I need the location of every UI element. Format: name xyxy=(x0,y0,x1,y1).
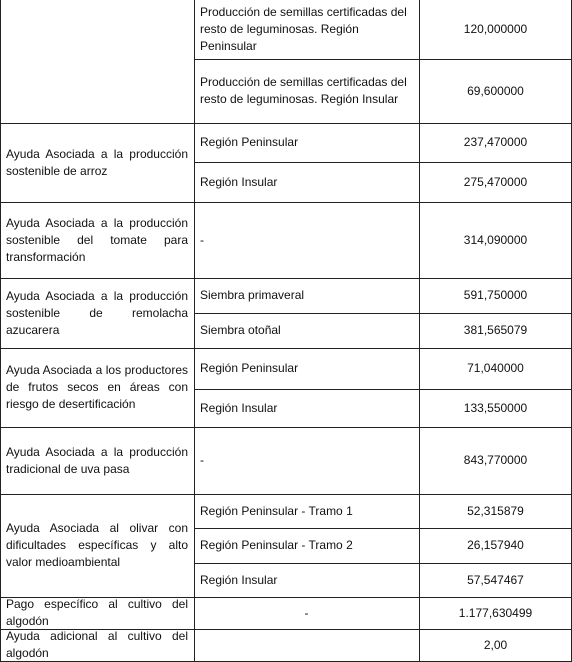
row-amount-text: 71,040000 xyxy=(467,361,524,375)
row-amount-text: 133,550000 xyxy=(463,400,528,415)
row-subitem-text: Región Insular xyxy=(200,400,278,415)
row-amount-cell xyxy=(419,494,572,528)
row-subitem-text: Región Insular xyxy=(200,572,278,587)
row-amount-text: 314,090000 xyxy=(463,232,528,247)
row-amount-text: 237,470000 xyxy=(463,135,528,149)
row-amount-cell xyxy=(419,427,572,494)
row-subitem-text: - xyxy=(200,453,204,467)
row-amount-text: 57,547467 xyxy=(467,572,524,587)
row-amount-text: 120,000000 xyxy=(463,22,528,36)
row-subitem-cell xyxy=(194,348,419,389)
row-aid-name-text: Ayuda adicional al cultivo del algodón xyxy=(6,629,188,660)
row-subitem-cell xyxy=(194,597,419,629)
row-amount-text: 69,600000 xyxy=(467,83,524,98)
row-aid-name-text: Ayuda Asociada a la producción sostenible de arroz xyxy=(6,146,188,178)
row-subitem-cell xyxy=(194,0,419,59)
row-aid-name-text: Ayuda Asociada a la producción sostenible de remolacha azucarera xyxy=(6,288,188,337)
row-subitem-cell xyxy=(194,563,419,597)
row-subitem-cell xyxy=(194,59,419,123)
row-amount-text: 2,00 xyxy=(483,637,508,652)
row-amount-cell xyxy=(419,59,572,123)
row-aid-name-cell xyxy=(0,494,194,597)
row-aid-name-cell xyxy=(0,278,194,348)
row-aid-name-text: Ayuda Asociada a los productores de frutos secos en áreas con riesgo de desertificación xyxy=(6,363,188,411)
row-amount-text: 52,315879 xyxy=(467,503,524,518)
row-aid-name-text: Pago específico al cultivo del algodón xyxy=(6,597,188,628)
row-amount-text: 381,565079 xyxy=(463,323,528,337)
row-aid-name-text: Ayuda Asociada a la producción tradicional de uva pasa xyxy=(6,444,188,476)
row-aid-name-text: Ayuda Asociada a la producción sostenible del tomate para transformación xyxy=(6,215,188,264)
row-aid-name-cell xyxy=(0,629,194,661)
row-aid-name-text: Ayuda Asociada al olivar con dificultades específicas y alto valor medioambiental xyxy=(6,521,188,569)
row-amount-cell xyxy=(419,0,572,59)
row-amount-cell xyxy=(419,123,572,162)
row-subitem-cell xyxy=(194,427,419,494)
row-subitem-text: Región Peninsular xyxy=(200,361,299,375)
row-subitem-text: Región Insular xyxy=(200,174,278,189)
row-subitem-text: Región Peninsular - Tramo 1 xyxy=(200,503,353,518)
row-subitem-cell xyxy=(194,202,419,278)
row-subitem-text: Región Peninsular - Tramo 2 xyxy=(200,538,353,552)
row-amount-cell xyxy=(419,348,572,389)
row-subitem-cell xyxy=(194,528,419,563)
row-subitem-cell xyxy=(194,389,419,427)
row-aid-name-cell xyxy=(0,123,194,202)
row-subitem-text: Siembra otoñal xyxy=(200,323,281,337)
row-amount-cell xyxy=(419,563,572,597)
row-subitem-text: - xyxy=(200,232,204,247)
row-subitem-cell xyxy=(194,313,419,348)
row-amount-cell xyxy=(419,202,572,278)
row-amount-cell xyxy=(419,278,572,313)
row-subitem-cell xyxy=(194,278,419,313)
row-aid-name-cell xyxy=(0,202,194,278)
row-subitem-cell xyxy=(194,123,419,162)
row-amount-cell xyxy=(419,528,572,563)
row-amount-cell xyxy=(419,162,572,202)
row-amount-text: 275,470000 xyxy=(463,174,528,189)
row-amount-cell xyxy=(419,389,572,427)
row-subitem-text: Región Peninsular xyxy=(200,135,299,149)
row-amount-cell xyxy=(419,597,572,629)
row-subitem-text: Producción de semillas certificadas del resto de leguminosas. Región Peninsular xyxy=(200,5,407,53)
row-aid-name-cell xyxy=(0,597,194,629)
row-subitem-text: - xyxy=(304,605,309,620)
row-aid-name-cell xyxy=(0,427,194,494)
row-aid-name-cell xyxy=(0,348,194,427)
row-amount-cell xyxy=(419,313,572,348)
row-subitem-cell xyxy=(194,162,419,202)
row-amount-text: 591,750000 xyxy=(463,288,528,302)
row-amount-text: 26,157940 xyxy=(467,538,524,552)
row-subitem-cell xyxy=(194,494,419,528)
row-amount-text: 843,770000 xyxy=(463,453,528,467)
row-amount-text: 1.177,630499 xyxy=(458,605,533,620)
row-amount-cell xyxy=(419,629,572,661)
row-subitem-text: Siembra primaveral xyxy=(200,288,305,302)
row-subitem-text: Producción de semillas certificadas del resto de leguminosas. Región Insular xyxy=(200,75,407,106)
